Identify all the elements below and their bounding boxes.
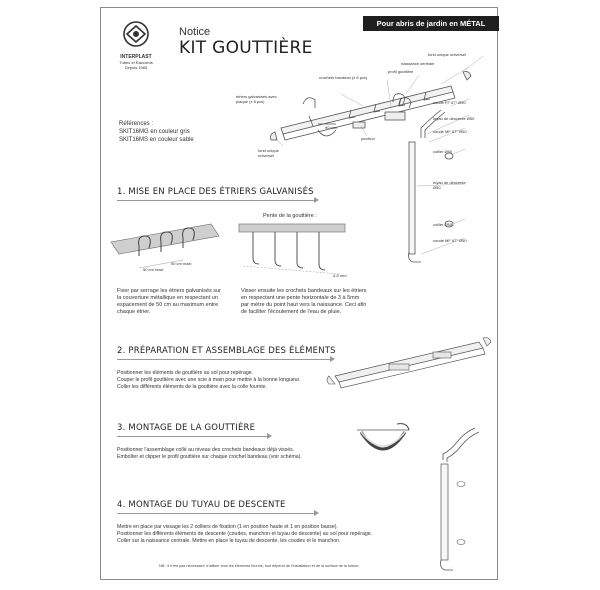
section-2-text — [117, 370, 337, 391]
label-coude-mf-haut: coude MF 67° Ø50 — [433, 129, 467, 134]
banner-prefix: Pour abris de jardin en — [376, 19, 461, 28]
downpipe-illustration — [427, 424, 487, 574]
logo-tagline-2: Depuis 1965 — [124, 65, 148, 70]
interplast-logo — [115, 20, 157, 70]
reference-2: SKIT16MS en couleur sable — [119, 137, 194, 143]
s4-line: Positionner les différents éléments de descente (coudes, manchon et tuyau de descente) au sol pour repérage. — [117, 531, 373, 537]
etriers-illustration — [111, 222, 221, 284]
references-block — [119, 120, 194, 144]
section-3-rule — [117, 436, 269, 437]
label-pente-mm: 3-5 mm — [333, 273, 347, 278]
section-4-arrow-icon — [314, 510, 319, 516]
label-dim-90: 90 mm — [325, 125, 338, 130]
s4-line: Mettre en place par vissage les 2 colliers de fixation (1 en position haute et 1 en position basse). — [117, 524, 338, 530]
label-dim-50cm-1: 50 cm maxi — [143, 267, 164, 272]
label-coude-ff: coude FF 67° Ø50 — [433, 100, 466, 105]
label-fond-universel: fond unique universel — [428, 52, 467, 57]
section-2-rule — [117, 359, 333, 360]
label-etriers: étriers galvanisés avec plaque (x 8 pcs) — [236, 94, 277, 104]
label-tuyau-bas: tuyau de descente Ø50 — [433, 180, 466, 190]
label-collier-haut: collier Ø50 — [433, 149, 453, 154]
s1-right-line: Visser ensuite les crochets bandeaux sur les étriers — [241, 288, 367, 294]
references-heading: Références : — [119, 121, 154, 127]
section-1-text-left — [117, 288, 239, 316]
reference-1: SKIT16MG en couleur gris — [119, 129, 190, 135]
s3-line: Emboîter et clipper le profil gouttière sur chaque crochet bandeau (voir schéma). — [117, 454, 302, 460]
s2-line: Coller les différents éléments de la gouttière avec la colle fournie. — [117, 384, 267, 390]
s1-left-line: espacement de 50 cm au maximum entre — [117, 302, 219, 308]
s1-left-line: chaque étrier. — [117, 309, 151, 315]
s4-line: Coller sur la naissance centrale. Mettre en place le tuyau de descente, les coudes et le manchon. — [117, 538, 341, 544]
banner-strong: MÉTAL — [460, 19, 486, 28]
s1-right-line: par mètre du point haut vers la naissance. Ceci afin — [241, 302, 367, 308]
label-tuyau-haut: tuyau de descente Ø50 — [433, 116, 475, 121]
section-4-rule — [117, 513, 317, 514]
section-1-arrow-icon — [314, 197, 319, 203]
s1-right-line: en respectant une pente horizontale de 3 à 5mm — [241, 295, 360, 301]
logo-brand: INTERPLAST — [120, 54, 152, 60]
s2-line: Couper le profil gouttière avec une scie à main pour mettre à la bonne longueur. — [117, 377, 301, 383]
clip-illustration — [353, 418, 413, 468]
label-naissance-centrale: naissance centrale — [401, 61, 435, 66]
notice-label: Notice — [179, 26, 211, 38]
page-title: KIT GOUTTIÈRE — [179, 38, 313, 58]
section-1-text-right — [241, 288, 381, 316]
label-collier-bas: collier Ø50 — [433, 222, 453, 227]
s3-line: Positionner l'assemblage collé au niveau des crochets bandeaux déjà vissés. — [117, 447, 295, 453]
section-3-arrow-icon — [267, 433, 272, 439]
section-2-title: 2. PRÉPARATION ET ASSEMBLAGE DES ÉLÉMENTS — [117, 346, 336, 356]
s2-line: Positionner les éléments de gouttière au sol pour repérage. — [117, 370, 254, 376]
s1-left-line: Fixer par serrage les étriers galvanisés sur — [117, 288, 221, 294]
s1-right-line: de faciliter l'écoulement de l'eau de pluie. — [241, 309, 342, 315]
logo-tagline-1: Tubes et Raccords — [119, 60, 153, 65]
pente-subtitle: Pente de la gouttière : — [263, 213, 317, 219]
label-coude-mf-bas: coude MF 67° Ø50 — [433, 238, 467, 243]
section-4-text — [117, 524, 417, 545]
footnote: NB : il n'est pas nécessaire d'utiliser tous les éléments fournis, tout dépend de l'installation et de la surface de la toiture. — [159, 564, 360, 568]
section-1-title: 1. MISE EN PLACE DES ÉTRIERS GALVANISÉS — [117, 187, 314, 197]
label-dim-50cm-2: 50 cm maxi — [171, 261, 192, 266]
section-3-title: 3. MONTAGE DE LA GOUTTIÈRE — [117, 423, 256, 433]
header-banner — [363, 16, 499, 31]
assembly-illustration — [329, 332, 495, 392]
s1-left-line: la couverture métallique en respectant un — [117, 295, 218, 301]
section-1-rule — [117, 200, 317, 201]
label-jonction: jonction — [361, 136, 375, 141]
notice-sheet — [100, 7, 498, 580]
logo-emblem-icon — [115, 20, 157, 50]
label-crochets-bandeau: crochets bandeau (x 8 pcs) — [319, 75, 368, 80]
section-3-text — [117, 447, 357, 461]
label-profil-gouttiere: profil gouttière — [388, 69, 414, 74]
section-4-title: 4. MONTAGE DU TUYAU DE DESCENTE — [117, 500, 286, 510]
label-fond-universel-2: fond unique universel — [258, 148, 279, 158]
